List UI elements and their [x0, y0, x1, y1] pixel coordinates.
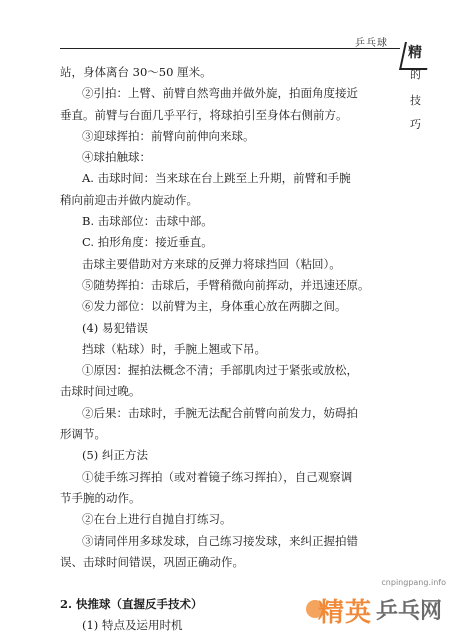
body-line: 稍向前迎击并做内旋动作。 [60, 192, 198, 207]
body-line: 击球时间过晚。 [60, 384, 141, 399]
section-heading: 2. 快推球（直握反手技术） [60, 597, 203, 612]
body-line: C. 拍形角度：接近垂直。 [82, 235, 213, 250]
side-char-1: 精 [408, 45, 422, 61]
side-title [402, 42, 430, 142]
body-line: ②引拍：上臂、前臂自然弯曲并做外旋，拍面角度接近 [82, 86, 358, 101]
side-char-4: 巧 [410, 118, 421, 131]
body-line: ①原因：握拍法概念不清；手部肌肉过于紧张或放松， [82, 363, 358, 378]
watermark [300, 570, 450, 640]
body-line: 节手腕的动作。 [60, 490, 141, 505]
page-body [60, 62, 398, 637]
body-text [60, 62, 398, 573]
body-line: ⑤随势挥拍：击球后，手臂稍微向前挥动，并迅速还原。 [82, 277, 370, 292]
body-line: 击球主要借助对方来球的反弹力将球挡回（粘回）。 [82, 256, 341, 271]
body-line: ③迎球挥拍：前臂向前伸向来球。 [82, 128, 255, 143]
side-char-3: 技 [410, 94, 421, 107]
running-title: 乒乓球 [355, 38, 388, 49]
side-char-2: 的 [410, 68, 421, 81]
watermark-logo-b: 乒乓网 [376, 599, 443, 624]
watermark-url: cnpingpang.info [381, 578, 446, 587]
body-line: 站，身体离台 30～50 厘米。 [60, 65, 212, 79]
body-line: ④球拍触球： [82, 150, 151, 165]
body-line: 误、击球时间错误，巩固正确动作。 [60, 554, 244, 569]
body-line: 挡球（粘球）时，手腕上翘或下吊。 [82, 341, 266, 356]
body-line: ⑥发力部位：以前臂为主，身体重心放在两脚之间。 [82, 299, 347, 314]
body-line: ②后果：击球时，手腕无法配合前臂向前发力，妨碍拍 [82, 405, 358, 420]
body-line: (4) 易犯错误 [82, 320, 148, 335]
body-line: ②在台上进行自抛自打练习。 [82, 512, 232, 527]
body-line: 形调节。 [60, 427, 106, 442]
watermark-logo-a: 精英 [318, 598, 373, 628]
body-line: ③请同伴用多球发球，自己练习接发球，来纠正握拍错 [82, 533, 358, 548]
body-line: (5) 纠正方法 [82, 448, 148, 463]
body-line: 垂直。前臂与台面几乎平行，将球拍引至身体右侧前方。 [60, 107, 348, 122]
body-line: B. 击球部位：击球中部。 [82, 214, 213, 229]
body-line: A. 击球时间：当来球在台上跳至上升期，前臂和手腕 [82, 171, 351, 186]
body-line: ①徒手练习挥拍（或对着镜子练习挥拍），自己观察调 [82, 469, 353, 484]
header-rule [60, 48, 400, 49]
section-subheading: (1) 特点及运用时机 [82, 618, 183, 633]
